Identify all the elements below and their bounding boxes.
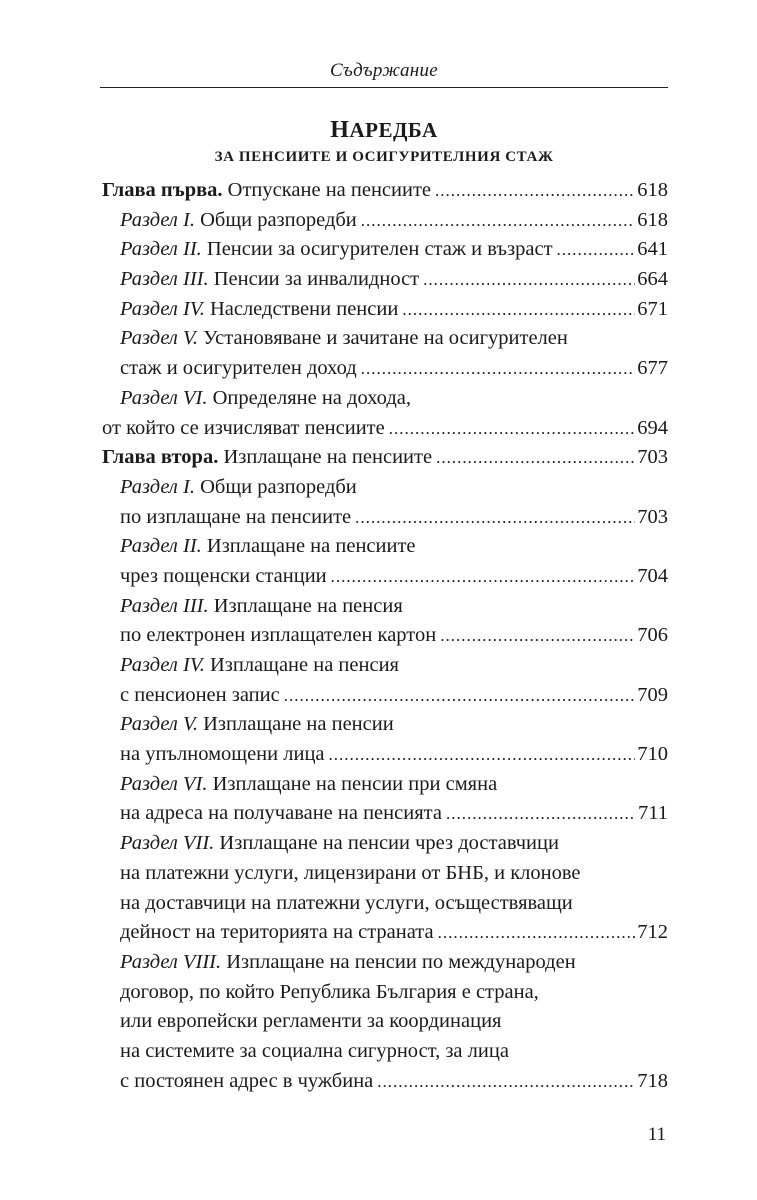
toc-entry-title: Отпускане на пенсиите — [222, 179, 432, 201]
toc-line — [102, 414, 668, 444]
document-subtitle: ЗА ПЕНСИИТЕ И ОСИГУРИТЕЛНИЯ СТАЖ — [214, 149, 554, 165]
toc-entry-title: Изплащане на пенсии по международен — [221, 950, 576, 973]
toc-entry-text — [120, 324, 568, 354]
toc-entry-text — [120, 503, 351, 533]
header-rule — [100, 87, 668, 88]
dot-leader — [284, 681, 636, 711]
toc-line — [102, 1037, 668, 1067]
toc-line — [102, 532, 668, 562]
toc-line — [102, 621, 668, 651]
toc-entry-title: с постоянен адрес в чужбина — [120, 1069, 374, 1092]
toc-entry-text — [120, 829, 559, 859]
toc-entry-text — [120, 918, 434, 948]
toc-page-number: 641 — [637, 238, 668, 261]
chapter-label: Глава първа. — [102, 179, 223, 201]
toc-line — [102, 354, 668, 384]
toc-entry-title: Общи разпоредби — [194, 475, 357, 498]
section-label: Раздел VII. — [120, 832, 215, 855]
toc-line — [102, 473, 668, 503]
toc-page-number: 677 — [637, 357, 668, 380]
toc-entry-title: стаж и осигурителен доход — [120, 357, 357, 380]
toc-entry-text — [102, 176, 431, 206]
toc-line — [102, 799, 668, 829]
toc-entry-text — [120, 532, 416, 562]
toc-entry-text — [120, 473, 357, 503]
toc-entry-text — [120, 889, 573, 919]
toc-entry-title: с пенсионен запис — [120, 683, 280, 706]
dot-leader — [557, 235, 636, 265]
toc-entry-text — [120, 1037, 509, 1067]
toc-entry-text — [102, 443, 432, 473]
dot-leader — [435, 176, 635, 206]
section-label: Раздел II. — [120, 238, 202, 261]
table-of-contents — [102, 176, 668, 1096]
section-label: Раздел II. — [120, 535, 202, 558]
dot-leader — [361, 206, 635, 236]
toc-entry-title: на платежни услуги, лицензирани от БНБ, и клонове — [120, 861, 581, 884]
dot-leader — [423, 265, 635, 295]
toc-line — [102, 889, 668, 919]
toc-entry-title: Пенсии за осигурителен стаж и възраст — [201, 238, 553, 261]
toc-line — [102, 443, 668, 473]
toc-line — [102, 740, 668, 770]
toc-page-number: 694 — [637, 416, 668, 439]
dot-leader — [329, 740, 636, 770]
toc-line — [102, 384, 668, 414]
dot-leader — [402, 295, 635, 325]
toc-entry-title: Изплащане на пенсиите — [218, 446, 433, 469]
toc-entry-title: на доставчици на платежни услуги, осъществяващи — [120, 891, 573, 914]
toc-page-number: 664 — [637, 268, 668, 291]
toc-page-number: 711 — [638, 802, 668, 825]
document-title — [100, 117, 668, 144]
section-label: Раздел IV. — [120, 297, 205, 320]
section-label: Раздел III. — [120, 594, 209, 617]
toc-entry-text — [120, 295, 398, 325]
section-label: Раздел VI. — [120, 386, 208, 409]
toc-entry-title: на упълномощени лица — [120, 743, 325, 766]
toc-page-number: 703 — [637, 505, 668, 528]
toc-entry-title: Изплащане на пенсии чрез доставчици — [214, 832, 559, 855]
toc-entry-text — [120, 562, 327, 592]
page-number: 11 — [647, 1124, 666, 1145]
toc-line — [102, 562, 668, 592]
dot-leader — [361, 354, 636, 384]
toc-page-number: 671 — [637, 297, 668, 320]
toc-entry-text — [120, 799, 442, 829]
running-header: Съдържание — [329, 60, 439, 81]
section-label: Раздел I. — [120, 475, 195, 498]
toc-line — [102, 503, 668, 533]
toc-line — [102, 235, 668, 265]
chapter-label: Глава втора. — [102, 446, 219, 469]
dot-leader — [446, 799, 636, 829]
toc-entry-title: Пенсии за инвалидност — [208, 268, 420, 291]
toc-line — [102, 295, 668, 325]
toc-entry-text — [120, 1067, 373, 1097]
toc-line — [102, 592, 668, 622]
dot-leader — [436, 443, 635, 473]
title-initial: Н — [330, 117, 350, 143]
toc-entry-text — [120, 978, 539, 1008]
toc-line — [102, 1067, 668, 1097]
toc-entry-title: дейност на територията на страната — [120, 921, 434, 944]
toc-line — [102, 1007, 668, 1037]
toc-entry-text — [120, 948, 576, 978]
toc-page-number: 704 — [637, 564, 668, 587]
toc-page-number: 706 — [637, 624, 668, 647]
toc-entry-title: Наследствени пенсии — [204, 297, 399, 320]
toc-line — [102, 770, 668, 800]
toc-line — [102, 859, 668, 889]
toc-entry-text — [120, 235, 553, 265]
toc-entry-text — [102, 414, 385, 444]
toc-entry-text — [120, 681, 280, 711]
toc-entry-text — [120, 859, 581, 889]
toc-line — [102, 710, 668, 740]
toc-entry-title: Определяне на дохода, — [207, 386, 411, 409]
toc-page-number: 718 — [637, 1069, 668, 1092]
toc-entry-title: Изплащане на пенсии — [198, 713, 394, 736]
dot-leader — [355, 503, 635, 533]
toc-line — [102, 681, 668, 711]
toc-entry-text — [120, 740, 325, 770]
toc-entry-text — [120, 206, 357, 236]
toc-entry-title: по изплащане на пенсиите — [120, 505, 352, 528]
toc-entry-text — [120, 265, 419, 295]
toc-page-number: 712 — [637, 921, 668, 944]
toc-entry-title: Изплащане на пенсия — [208, 594, 403, 617]
dot-leader — [331, 562, 636, 592]
toc-entry-title: Установяване и зачитане на осигурителен — [198, 327, 568, 350]
toc-line — [102, 978, 668, 1008]
toc-entry-text — [120, 651, 399, 681]
dot-leader — [389, 414, 636, 444]
section-label: Раздел V. — [120, 713, 198, 736]
section-label: Раздел V. — [120, 327, 198, 350]
toc-line — [102, 206, 668, 236]
toc-entry-text — [120, 710, 394, 740]
toc-page-number: 703 — [637, 446, 668, 469]
toc-entry-title: Изплащане на пенсия — [204, 654, 399, 676]
toc-entry-text — [120, 592, 403, 622]
section-label: Раздел VI. — [120, 772, 208, 795]
toc-entry-title: договор, по който Република България е страна, — [120, 980, 539, 1003]
toc-entry-text — [120, 621, 436, 651]
section-label: Раздел I. — [120, 208, 195, 231]
toc-entry-text — [120, 384, 411, 414]
toc-entry-title: по електронен изплащателен картон — [120, 624, 437, 647]
toc-page-number: 618 — [637, 208, 668, 231]
toc-entry-title: Изплащане на пенсиите — [201, 535, 416, 558]
toc-line — [102, 324, 668, 354]
toc-page-number: 709 — [637, 683, 668, 706]
toc-page-number: 618 — [637, 179, 668, 201]
toc-entry-title: чрез пощенски станции — [120, 564, 327, 587]
toc-entry-title: Общи разпоредби — [194, 208, 357, 231]
toc-line — [102, 829, 668, 859]
toc-entry-text — [120, 770, 497, 800]
toc-line — [102, 918, 668, 948]
toc-line — [102, 265, 668, 295]
toc-page-number: 710 — [637, 743, 668, 766]
toc-entry-title: или европейски регламенти за координация — [120, 1010, 502, 1033]
dot-leader — [438, 918, 636, 948]
section-label: Раздел III. — [120, 268, 209, 291]
dot-leader — [440, 621, 635, 651]
toc-line — [102, 651, 668, 681]
dot-leader — [377, 1067, 635, 1097]
toc-entry-text — [120, 354, 357, 384]
section-label: Раздел VIII. — [120, 950, 222, 973]
toc-line — [102, 176, 668, 206]
toc-entry-title: от който се изчисляват пенсиите — [102, 416, 385, 439]
toc-entry-title: на адреса на получаване на пенсията — [120, 802, 442, 825]
toc-line — [102, 948, 668, 978]
toc-entry-text — [120, 1007, 501, 1037]
section-label: Раздел IV. — [120, 654, 205, 676]
toc-entry-title: Изплащане на пенсии при смяна — [207, 772, 498, 795]
title-rest: АРЕДБА — [349, 118, 438, 142]
toc-entry-title: на системите за социална сигурност, за лица — [120, 1039, 509, 1062]
